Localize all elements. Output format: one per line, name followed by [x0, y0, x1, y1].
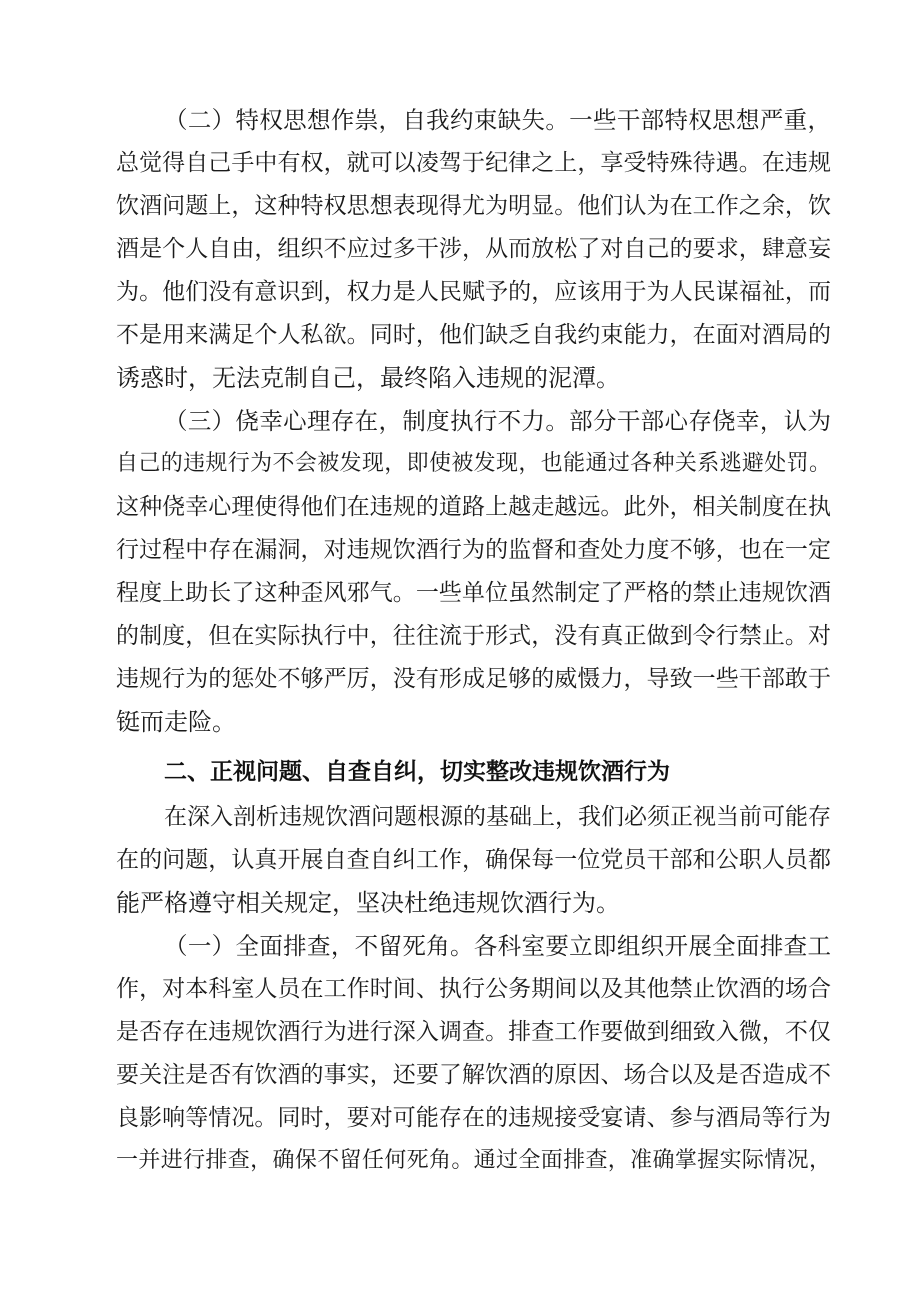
- paragraph-3-line-8: 铤而走险。: [116, 708, 236, 736]
- paragraph-2-line-6: 不是用来满足个人私欲。同时，他们缺乏自我约束能力，在面对酒局的: [116, 322, 831, 348]
- intro-paragraph-line-3: 能严格遵守相关规定，坚决杜绝违规饮酒行为。: [116, 889, 620, 917]
- paragraph-3-line-6: 的制度，但在实际执行中，往往流于形式，没有真正做到令行禁止。对: [116, 623, 831, 649]
- paragraph-2-line-2: 总觉得自己手中有权，就可以凌驾于纪律之上，享受特殊待遇。在违规: [116, 150, 831, 176]
- intro-paragraph-line-1: 在深入剖析违规饮酒问题根源的基础上，我们必须正视当前可能存: [164, 804, 831, 830]
- paragraph-2-line-4: 酒是个人自由，组织不应过多干涉，从而放松了对自己的要求，肆意妄: [116, 236, 831, 262]
- paragraph-3-line-4: 行过程中存在漏洞，对违规饮酒行为的监督和查处力度不够，也在一定: [116, 537, 831, 563]
- paragraph-1-line-1: （一）全面排查，不留死角。各科室要立即组织开展全面排查工: [164, 932, 831, 960]
- paragraph-1-line-3: 是否存在违规饮酒行为进行深入调查。排查工作要做到细致入微，不仅: [116, 1019, 831, 1045]
- paragraph-3-line-1: （三）侥幸心理存在，制度执行不力。部分干部心存侥幸，认为: [164, 407, 831, 435]
- intro-paragraph-line-2: 在的问题，认真开展自查自纠工作，确保每一位党员干部和公职人员都: [116, 847, 831, 873]
- paragraph-1-line-6: 一并进行排查，确保不留任何死角。通过全面排查，准确掌握实际情况，: [116, 1148, 831, 1173]
- paragraph-1-line-5: 良影响等情况。同时，要对可能存在的违规接受宴请、参与酒局等行为: [116, 1105, 831, 1131]
- paragraph-2-line-3: 饮酒问题上，这种特权思想表现得尤为明显。他们认为在工作之余，饮: [116, 193, 831, 219]
- paragraph-1-line-2: 作，对本科室人员在工作时间、执行公务期间以及其他禁止饮酒的场合: [116, 976, 831, 1002]
- paragraph-1-line-4: 要关注是否有饮酒的事实，还要了解饮酒的原因、场合以及是否造成不: [116, 1062, 831, 1088]
- paragraph-3-line-3: 这种侥幸心理使得他们在违规的道路上越走越远。此外，相关制度在执: [116, 494, 831, 520]
- paragraph-3-line-5: 程度上助长了这种歪风邪气。一些单位虽然制定了严格的禁止违规饮酒: [116, 580, 831, 606]
- paragraph-3-line-7: 违规行为的惩处不够严厉，没有形成足够的威慑力，导致一些干部敢于: [116, 666, 831, 692]
- section-heading: 二、正视问题、自查自纠，切实整改违规饮酒行为: [164, 759, 670, 785]
- paragraph-2-line-1: （二）特权思想作祟，自我约束缺失。一些干部特权思想严重，: [164, 106, 831, 134]
- paragraph-2-line-5: 为。他们没有意识到，权力是人民赋予的，应该用于为人民谋福祉，而: [116, 279, 831, 305]
- paragraph-2-line-7: 诱惑时，无法克制自己，最终陷入违规的泥潭。: [116, 364, 620, 392]
- paragraph-3-line-2: 自己的违规行为不会被发现，即使被发现，也能通过各种关系逃避处罚。: [116, 451, 831, 476]
